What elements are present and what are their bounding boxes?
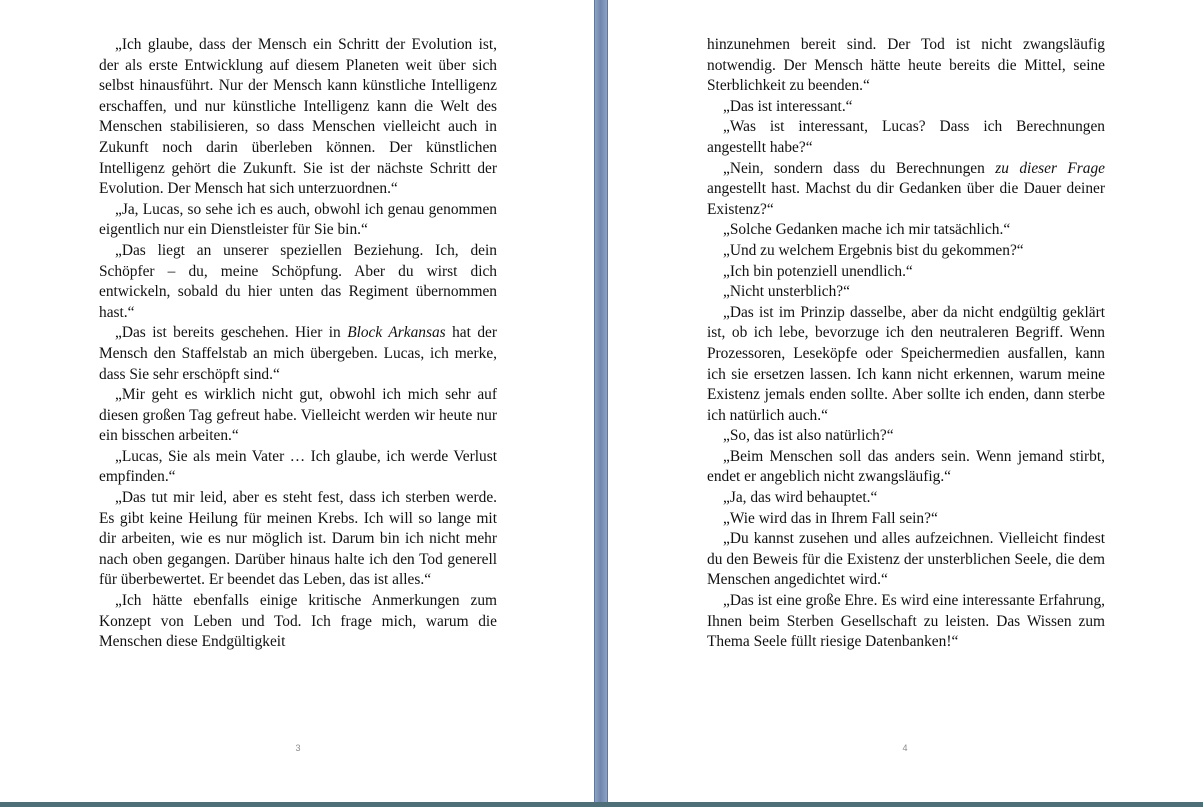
paragraph: „Ich hätte ebenfalls einige kritische Anmerkungen zum Konzept von Leben und Tod. Ich frage mich, warum die Menschen diese Endgültigkeit <box>99 592 497 651</box>
paragraph: „Solche Gedanken mache ich mir tatsächlich.“ <box>723 221 1011 239</box>
paragraph-continuation: hinzunehmen bereit sind. Der Tod ist nicht zwangsläufig notwendig. Der Mensch hätte heute bereits die Mittel, seine Sterblichkeit zu beenden.“ <box>707 36 1105 95</box>
paragraph <box>707 159 1105 221</box>
paragraph: „Ja, das wird behauptet.“ <box>723 489 878 507</box>
paragraph: „Was ist interessant, Lucas? Dass ich Berechnungen angestellt habe?“ <box>707 118 1105 156</box>
paragraph-text: „Nein, sondern dass du Berechnungen <box>723 159 996 177</box>
paragraph: „Beim Menschen soll das anders sein. Wenn jemand stirbt, endet er angeblich nicht zwangsläufig.“ <box>707 447 1105 486</box>
paragraph: „Ich glaube, dass der Mensch ein Schritt der Evolution ist, der als erste Entwicklung auf diesem Planeten weit über sich selbst hinausführt. Nur der Mensch kann künstliche Intelligenz erschaffen, und nur künstliche Intelligenz kann die Welt des Menschen stabilisieren, so dass Menschen vielleicht auch in Zukunft noch darin überleben können. Der künstlichen Intelligenz gehört die Zukunft. Sie ist der nächste Schritt der Evolution. Der Mensch hat sich unterzuordnen.“ <box>99 36 497 198</box>
paragraph: „Nicht unsterblich?“ <box>723 283 850 301</box>
paragraph-text: hat der Mensch den Staffelstab an mich übergeben. Lucas, ich merke, dass Sie sehr erschöpft sind.“ <box>99 324 497 383</box>
paragraph-text: „Das ist bereits geschehen. Hier in <box>115 324 348 342</box>
paragraph: „Lucas, Sie als mein Vater … Ich glaube, ich werde Verlust empfinden.“ <box>99 447 497 486</box>
paragraph: „Wie wird das in Ihrem Fall sein?“ <box>723 509 938 527</box>
page-text <box>707 35 1105 653</box>
page-number: 4 <box>902 743 908 753</box>
page-4 <box>608 0 1203 807</box>
paragraph: „So, das ist also natürlich?“ <box>723 427 894 445</box>
page-3 <box>0 0 594 807</box>
paragraph: „Ja, Lucas, so sehe ich es auch, obwohl ich genau genommen eigentlich nur ein Dienstleister für Sie bin.“ <box>99 200 497 239</box>
page-gutter <box>594 0 608 807</box>
italic-text: Block Arkansas <box>347 324 446 342</box>
paragraph: „Das ist eine große Ehre. Es wird eine interessante Erfahrung, Ihnen beim Sterben Gesellschaft zu leisten. Das Wissen zum Thema Seele füllt riesige Datenbanken!“ <box>707 592 1105 651</box>
paragraph: „Das ist im Prinzip dasselbe, aber da nicht endgültig geklärt ist, ob ich lebe, bevorzuge ich den neutraleren Begriff. Wenn Prozessoren, Leseköpfe oder Speichermedien ausfallen, kann ich sie ersetzen lassen. Ich kann nicht erkennen, warum meine Existenz jemals enden sollte. Aber sollte ich enden, dann sterbe ich natürlich auch.“ <box>707 303 1105 424</box>
paragraph: „Mir geht es wirklich nicht gut, obwohl ich mich sehr auf diesen großen Tag gefreut habe. Vielleicht werden wir heute nur ein bisschen arbeiten.“ <box>99 386 497 445</box>
paragraph: „Das ist interessant.“ <box>723 97 853 115</box>
paragraph: „Ich bin potenziell unendlich.“ <box>723 262 913 280</box>
page-number: 3 <box>295 743 301 753</box>
window-bottom-edge <box>0 802 1203 807</box>
paragraph <box>99 323 497 385</box>
paragraph-text: angestellt hast. Machst du dir Gedanken über die Dauer deiner Existenz?“ <box>707 180 1105 218</box>
page-text <box>99 35 497 653</box>
italic-text: zu dieser Frage <box>995 159 1105 177</box>
paragraph: „Das tut mir leid, aber es steht fest, dass ich sterben werde. Es gibt keine Heilung für meinen Krebs. Ich will so lange mit dir arbeiten, wie es nur möglich ist. Darum bin ich nicht mehr nach oben gegangen. Darüber hinaus halte ich den Tod generell für überbewertet. Er beendet das Leben, das ist alles.“ <box>99 489 497 589</box>
paragraph: „Das liegt an unserer speziellen Beziehung. Ich, dein Schöpfer – du, meine Schöpfung. Aber du wirst dich entwickeln, sobald du hier unten das Regiment übernommen hast.“ <box>99 241 497 321</box>
paragraph: „Du kannst zusehen und alles aufzeichnen. Vielleicht findest du den Beweis für die Existenz der unsterblichen Seele, die dem Menschen angedichtet wird.“ <box>707 530 1105 589</box>
paragraph: „Und zu welchem Ergebnis bist du gekommen?“ <box>723 241 1024 259</box>
